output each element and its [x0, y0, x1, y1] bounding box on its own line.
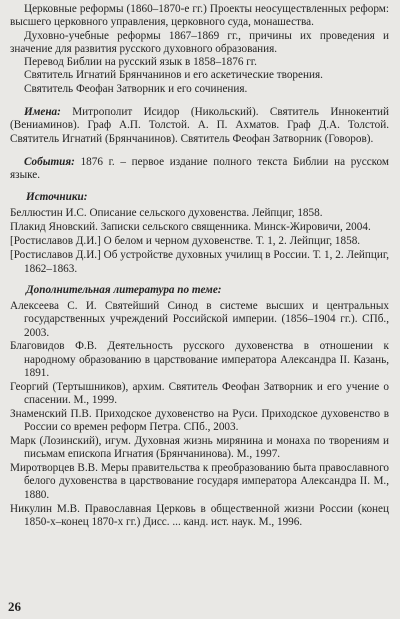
- events-text: 1876 г. – первое издание полного текста Библии на русском языке.: [10, 155, 389, 182]
- literature-entry: Никулин М.В. Православная Церковь в общественной жизни России (конец 1850-х–конец 1870-х гг.) Дисс. ... канд. ист. наук. М., 1996.: [10, 502, 389, 528]
- events-label: События:: [24, 155, 75, 168]
- topic-paragraph: Перевод Библии на русский язык в 1858–1876 гг.: [24, 56, 257, 69]
- literature-heading: Дополнительная литература по теме:: [26, 284, 222, 297]
- topic-paragraph: Святитель Игнатий Брянчанинов и его аскетические творения.: [24, 69, 323, 82]
- names-text: Митрополит Исидор (Никольский). Святитель Иннокентий (Вениаминов). Граф А.П. Толстой. А. П. Ахматов. Граф Д.А. Толстой. Святитель Игнатий (Брянчанинов). Святитель Феофан Затворник (Говоров).: [10, 106, 389, 145]
- literature-entry: Знаменский П.В. Приходское духовенство на Руси. Приходское духовенство в России со времен реформ Петра. СПб., 2003.: [10, 407, 389, 434]
- source-entry: Плакид Яновский. Записки сельского священника. Минск-Жировичи, 2004.: [10, 220, 371, 233]
- topic-paragraph: Церковные реформы (1860–1870-е гг.) Проекты неосуществленных реформ: высшего церковного управления, церковного суда, монашества.: [10, 3, 389, 29]
- sources-section: [10, 191, 389, 276]
- literature-entry: Миротворцев В.В. Меры правительства к преобразованию быта православного белого духовенства в царствование государя императора Александра II. М., 1880.: [10, 462, 389, 501]
- literature-entry: Марк (Лозинский), игум. Духовная жизнь мирянина и монаха по творениям и письмам епископа Игнатия (Брянчанинова). М., 1997.: [10, 435, 389, 461]
- literature-section: [10, 284, 389, 529]
- source-entry: [Ростиславов Д.И.] Об устройстве духовных училищ в России. Т. 1, 2. Лейпциг, 1862–1863.: [10, 249, 389, 275]
- page-number: 26: [8, 599, 21, 614]
- topic-paragraph: Святитель Феофан Затворник и его сочинения.: [24, 82, 248, 95]
- names-label: Имена:: [24, 106, 61, 119]
- names-section: [10, 106, 389, 146]
- literature-entry: Георгий (Тертышников), архим. Святитель Феофан Затворник и его учение о спасении. М., 1999.: [10, 380, 389, 407]
- topic-list: [10, 3, 389, 96]
- source-entry: Беллюстин И.С. Описание сельского духовенства. Лейпциг, 1858.: [10, 206, 323, 219]
- events-section: [10, 156, 389, 183]
- source-entry: [Ростиславов Д.И.] О белом и черном духовенстве. Т. 1, 2. Лейпциг, 1858.: [10, 235, 361, 248]
- literature-entry: Алексеева С. И. Святейший Синод в системе высших и центральных государственных учреждений Российской империи. (1856–1904 гг.). СПб., 2003.: [10, 300, 389, 339]
- sources-heading: Источники:: [26, 190, 88, 203]
- literature-entry: Благовидов Ф.В. Деятельность русского духовенства в отношении к народному образованию в царствование императора Александра II. Казань, 1891.: [10, 340, 389, 380]
- topic-paragraph: Духовно-учебные реформы 1867–1869 гг., причины их проведения и значение для развития русского духовного образования.: [10, 29, 389, 55]
- names-paragraph: [10, 106, 389, 146]
- events-paragraph: [10, 156, 389, 183]
